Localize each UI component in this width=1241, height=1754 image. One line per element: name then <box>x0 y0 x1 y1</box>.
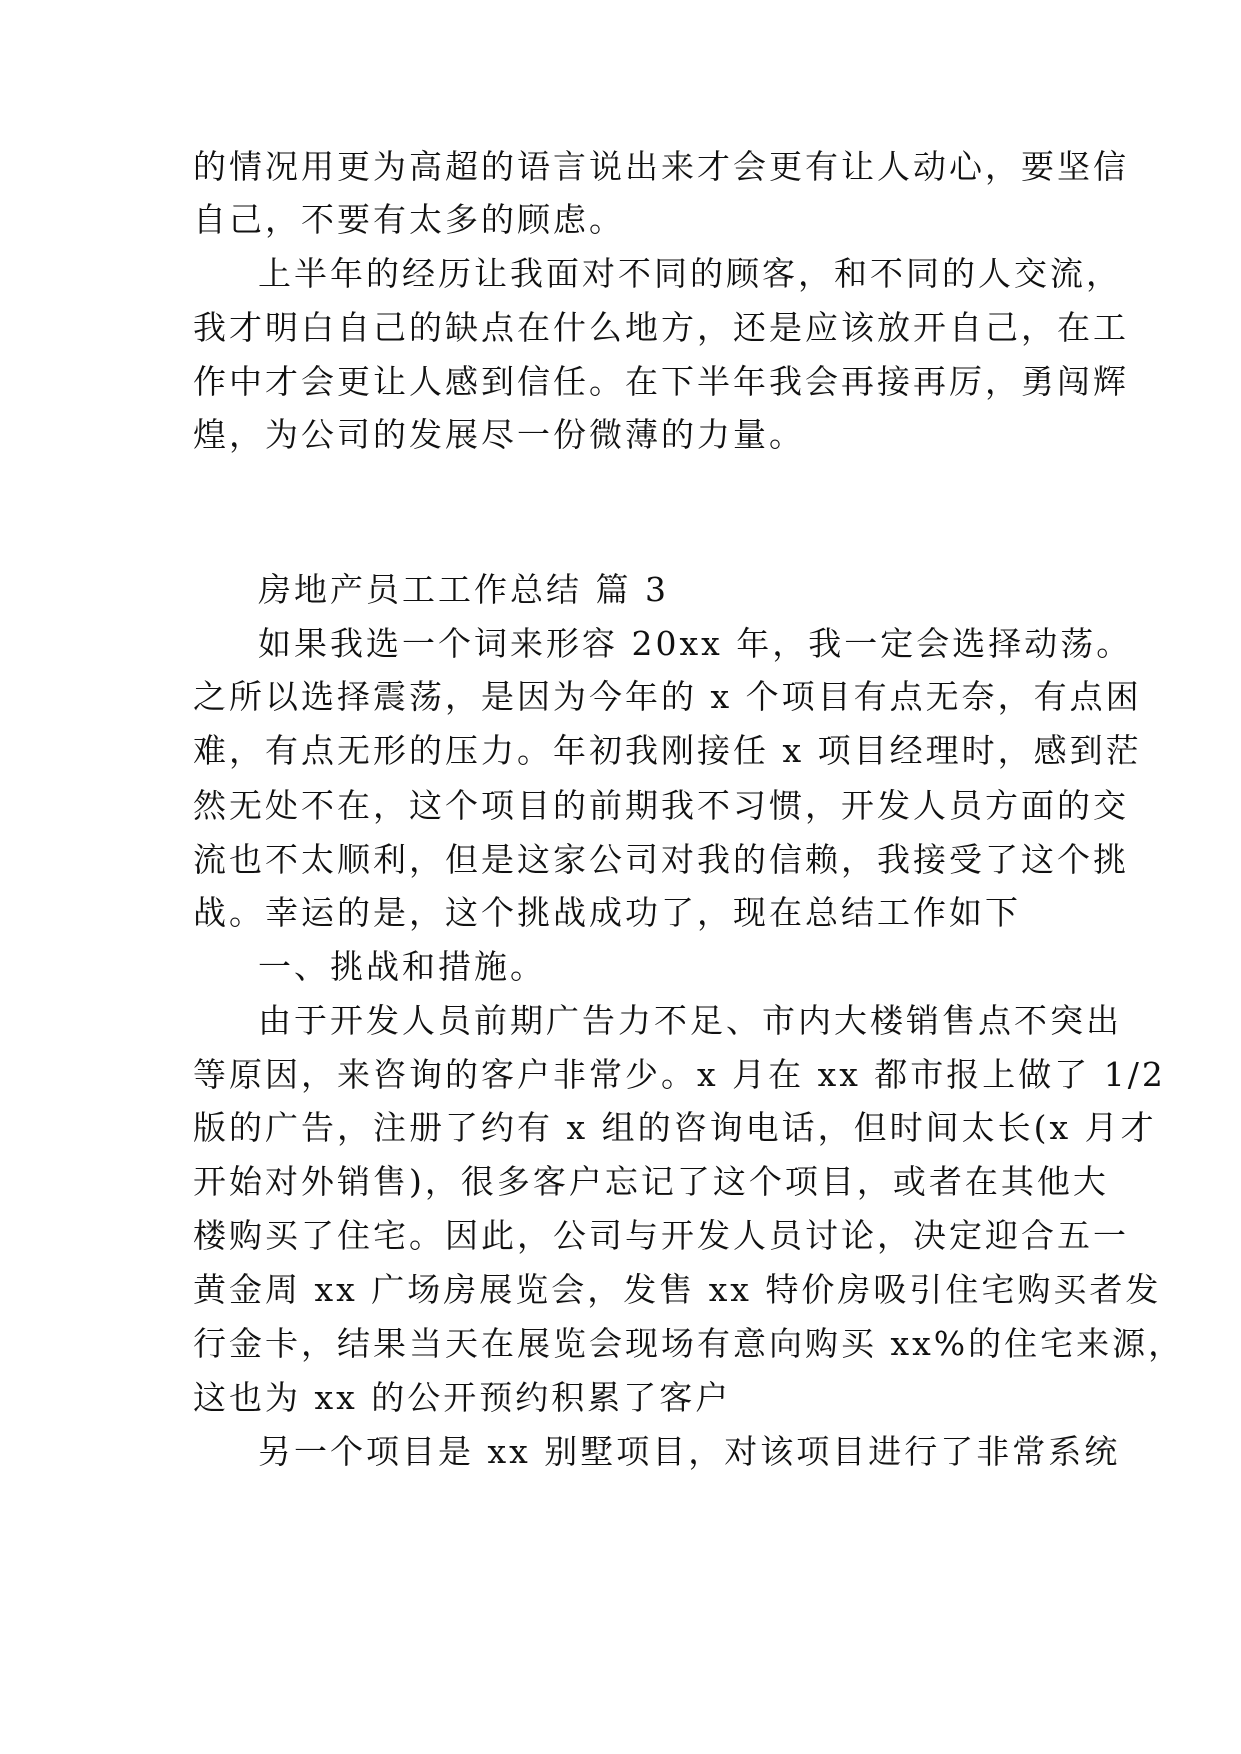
paragraph-line: 行金卡，结果当天在展览会现场有意向购买 xx%的住宅来源， <box>193 1324 1185 1363</box>
paragraph-line: 之所以选择震荡，是因为今年的 x 个项目有点无奈，有点困 <box>193 677 1142 716</box>
paragraph-line: 另一个项目是 xx 别墅项目，对该项目进行了非常系统 <box>258 1432 1121 1471</box>
paragraph-line: 我才明白自己的缺点在什么地方，还是应该放开自己，在工 <box>193 308 1129 347</box>
paragraph-line: 流也不太顺利，但是这家公司对我的信赖，我接受了这个挑 <box>193 840 1129 879</box>
paragraph-line: 然无处不在，这个项目的前期我不习惯，开发人员方面的交 <box>193 786 1129 825</box>
paragraph-line: 版的广告，注册了约有 x 组的咨询电话，但时间太长(x 月才 <box>193 1108 1157 1147</box>
paragraph-line: 等原因，来咨询的客户非常少。x 月在 xx 都市报上做了 1/2 <box>193 1055 1166 1094</box>
paragraph-line: 的情况用更为高超的语言说出来才会更有让人动心，要坚信 <box>193 147 1129 186</box>
subheading: 一、挑战和措施。 <box>258 947 546 986</box>
paragraph-line: 这也为 xx 的公开预约积累了客户 <box>193 1378 732 1417</box>
paragraph-line: 作中才会更让人感到信任。在下半年我会再接再厉，勇闯辉 <box>193 362 1129 401</box>
paragraph-line: 开始对外销售)，很多客户忘记了这个项目，或者在其他大 <box>193 1162 1109 1201</box>
paragraph-line: 黄金周 xx 广场房展览会，发售 xx 特价房吸引住宅购买者发 <box>193 1270 1162 1309</box>
paragraph-line: 上半年的经历让我面对不同的顾客，和不同的人交流， <box>258 254 1122 293</box>
section-heading: 房地产员工工作总结 篇 3 <box>258 570 669 609</box>
paragraph-line: 由于开发人员前期广告力不足、市内大楼销售点不突出 <box>258 1001 1122 1040</box>
paragraph-line: 自己，不要有太多的顾虑。 <box>193 200 625 239</box>
paragraph-line: 如果我选一个词来形容 20xx 年，我一定会选择动荡。 <box>258 624 1133 663</box>
paragraph-line: 楼购买了住宅。因此，公司与开发人员讨论，决定迎合五一 <box>193 1216 1129 1255</box>
paragraph-line: 难，有点无形的压力。年初我刚接任 x 项目经理时，感到茫 <box>193 731 1142 770</box>
paragraph-line: 煌，为公司的发展尽一份微薄的力量。 <box>193 415 805 454</box>
paragraph-line: 战。幸运的是，这个挑战成功了，现在总结工作如下 <box>193 893 1021 932</box>
